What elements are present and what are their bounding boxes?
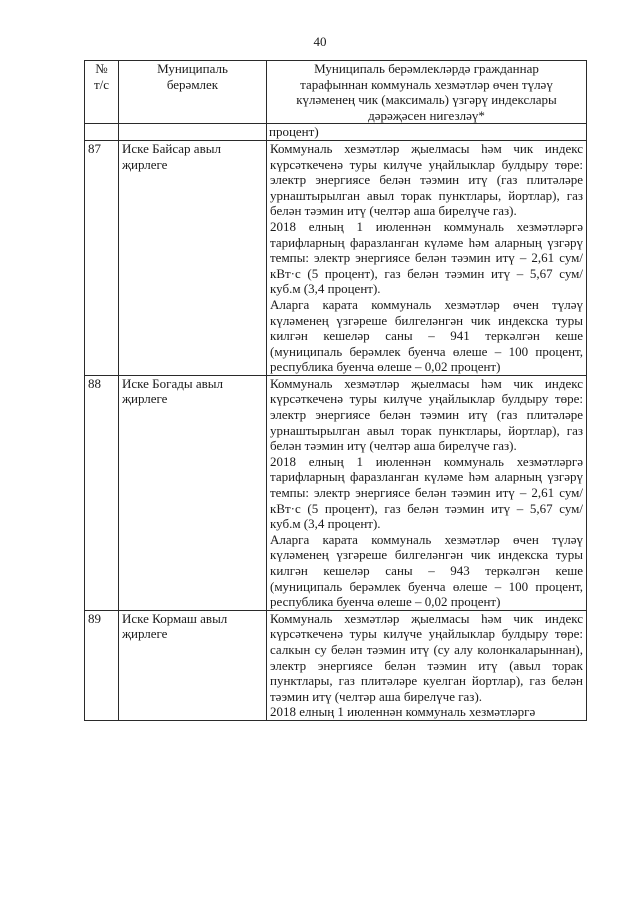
table-row <box>85 610 587 720</box>
basis-paragraph: 2018 елның 1 июленнән коммуналь хезмәтләргә <box>270 704 536 720</box>
row-number: 89 <box>85 610 119 720</box>
basis-paragraph: Коммуналь хезмәтләр җыелмасы һәм чик индекс күрсәткеченә туры килүче уңайлыклар булдыру төре: электр энергиясе белән тәэмин итү (газ плитәләре урнаштырылган авыл торак пунктлары, йортлар), газ белән тәэмин итү (челтәр аша бирелүче газ). <box>270 375 583 454</box>
header-municipality-line2: берәмлек <box>166 76 219 92</box>
header-basis-line1: Муниципаль берәмлекләрдә гражданнар <box>314 61 539 76</box>
header-basis-line2: тарафыннан коммуналь хезмәтләр өчен түләү <box>300 76 553 92</box>
basis-paragraph: Аларга карата коммуналь хезмәтләр өчен түләү күләменең үзгәреше билгеләнгән чик индекска туры килгән кешеләр саны – 941 теркәлгән кеше (муниципаль берәмлек буенча өлеше – 100 процент, республика буенча өлеше – 0,02 процент) <box>270 296 583 375</box>
row-municipality: Иске Богады авыл җирлеге <box>119 375 267 610</box>
header-number <box>85 61 119 124</box>
header-municipality <box>119 61 267 124</box>
header-basis-line4: дәрәҗәсен нигезләү* <box>368 107 485 123</box>
table-header-row <box>85 61 587 124</box>
page-number: 40 <box>313 34 327 49</box>
header-number-symbol: № <box>95 61 108 76</box>
table-row <box>85 140 587 375</box>
continuation-row <box>85 124 587 141</box>
header-number-abbr: т/с <box>93 76 110 92</box>
row-municipality: Иске Байсар авыл җирлеге <box>119 140 267 375</box>
continuation-text: процент) <box>267 124 587 141</box>
continuation-empty-municipality <box>119 124 267 141</box>
header-municipality-line1: Муниципаль <box>157 61 228 76</box>
row-number: 88 <box>85 375 119 610</box>
basis-paragraph: Коммуналь хезмәтләр җыелмасы һәм чик индекс күрсәткеченә туры килүче уңайлыклар булдыру төре: электр энергиясе белән тәэмин итү (газ плитәләре урнаштырылган авыл торак пунктлары, йортлар), газ белән тәэмин итү (челтәр аша бирелүче газ). <box>270 140 583 219</box>
row-basis <box>267 375 587 610</box>
header-basis <box>267 61 587 124</box>
continuation-empty-number <box>85 124 119 141</box>
row-basis <box>267 140 587 375</box>
municipal-table <box>84 60 587 721</box>
row-municipality: Иске Кормаш авыл җирлеге <box>119 610 267 720</box>
table-row <box>85 375 587 610</box>
row-basis <box>267 610 587 720</box>
row-number: 87 <box>85 140 119 375</box>
basis-paragraph: Аларга карата коммуналь хезмәтләр өчен түләү күләменең үзгәреше билгеләнгән чик индекска туры килгән кешеләр саны – 943 теркәлгән кеше (муниципаль берәмлек буенча өлеше – 100 процент, республика буенча өлеше – 0,02 процент) <box>270 531 583 610</box>
basis-paragraph: Коммуналь хезмәтләр җыелмасы һәм чик индекс күрсәткеченә туры килүче уңайлыклар булдыру төре: салкын су белән тәэмин итү (су алу колонкаларыннан), электр энергиясе белән тәэмин итү (авыл торак пунктлары, газ плитәләре куелган йортлар), газ белән тәэмин итү (челтәр аша бирелүче газ). <box>270 610 583 704</box>
basis-paragraph: 2018 елның 1 июленнән коммуналь хезмәтләргә тарифларның фаразланган күләме һәм аларның үзгәрү темпы: электр энергиясе белән тәэмин итү – 2,61 сум/кВт·с (5 процент), газ белән тәэмин итү – 5,67 сум/куб.м (3,4 процент). <box>270 453 583 532</box>
basis-paragraph: 2018 елның 1 июленнән коммуналь хезмәтләргә тарифларның фаразланган күләме һәм аларның үзгәрү темпы: электр энергиясе белән тәэмин итү – 2,61 сум/кВт·с (5 процент), газ белән тәэмин итү – 5,67 сум/куб.м (3,4 процент). <box>270 218 583 297</box>
header-basis-line3: күләменең чик (максималь) үзгәрү индекслары <box>296 92 557 108</box>
